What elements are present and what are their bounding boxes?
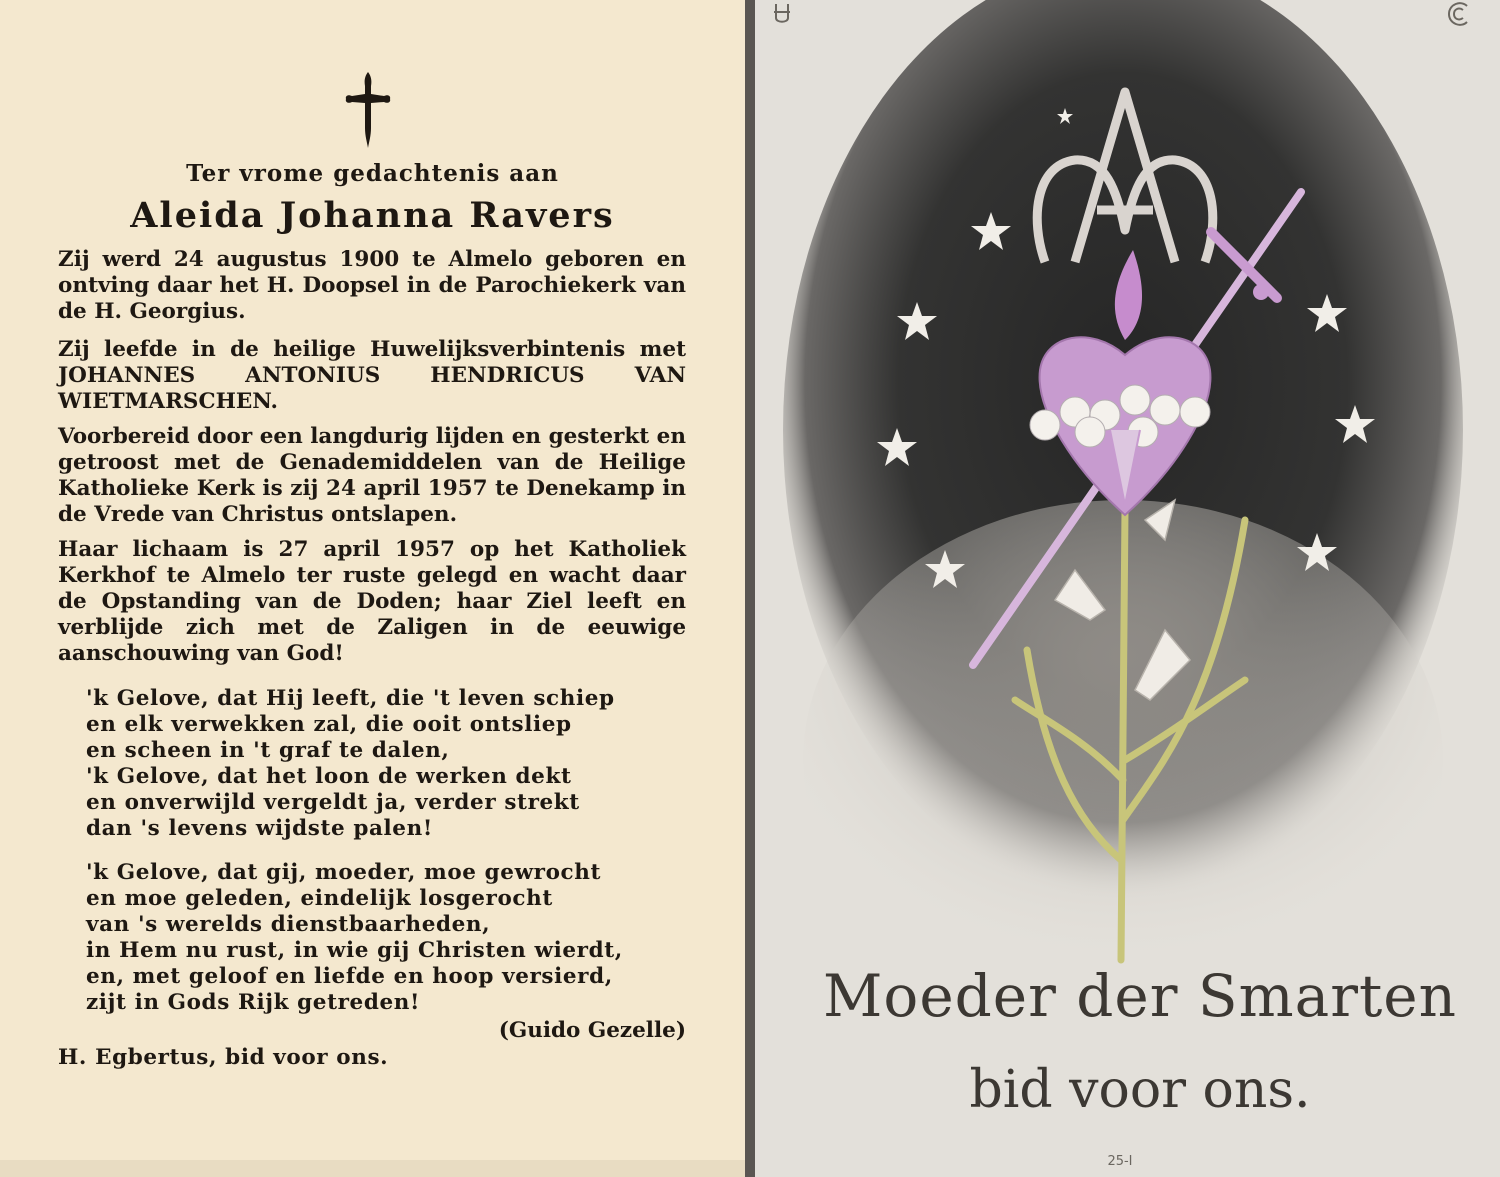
poem-line: zijt in Gods Rijk getreden! [86, 990, 421, 1015]
printer-mark-icon [770, 0, 794, 26]
caption-line-1: Moeder der Smarten [823, 962, 1457, 1030]
intro-line: Ter vrome gedachtenis aan [186, 160, 559, 187]
poem-line: in Hem nu rust, in wie gij Christen wierdt, [86, 938, 623, 963]
memorial-text-panel [0, 0, 745, 1160]
poem-line: en, met geloof en liefde en hoop versierd, [86, 964, 613, 989]
poem-line: en moe geleden, eindelijk losgerocht [86, 886, 553, 911]
paragraph-death: Voorbereid door een langdurig lijden en gesterkt en getroost met de Genademiddelen van de Heilige Katholieke Kerk is zij 24 april 1957 te Denekamp in de Vrede van Christus ontslapen. [58, 424, 686, 527]
poem-line: van 's werelds dienstbaarheden, [86, 912, 491, 937]
poem-line: en onverwijld vergeldt ja, verder strekt [86, 790, 580, 815]
closing-prayer: H. Egbertus, bid voor ons. [58, 1045, 389, 1070]
poem-line: 'k Gelove, dat gij, moeder, moe gewrocht [86, 860, 601, 885]
paragraph-burial: Haar lichaam is 27 april 1957 op het Katholiek Kerkhof te Almelo ter ruste gelegd en wacht daar de Opstanding van de Doden; haar Ziel leeft en verblijde zich met de Zaligen in de eeuwige aanschouwing van God! [58, 537, 686, 666]
paragraph-marriage: Zij leefde in de heilige Huwelijksverbintenis met JOHANNES ANTONIUS HENDRICUS VAN WIETMARSCHEN. [58, 337, 686, 414]
caption-line-2: bid voor ons. [969, 1060, 1311, 1120]
copyright-mark-icon [1445, 0, 1473, 28]
cross-icon [344, 70, 392, 150]
print-number: 25-I [1107, 1154, 1133, 1169]
deceased-name: Aleida Johanna Ravers [130, 195, 615, 236]
poem-line: en scheen in 't graf te dalen, [86, 738, 450, 763]
poem-line: dan 's levens wijdste palen! [86, 816, 433, 841]
poem-stanza-1 [86, 686, 686, 842]
poem-author: (Guido Gezelle) [498, 1018, 686, 1043]
poem-stanza-2 [86, 860, 686, 1016]
paragraph-birth: Zij werd 24 augustus 1900 te Almelo geboren en ontving daar het H. Doopsel in de Parochiekerk van de H. Georgius. [58, 247, 686, 324]
poem-line: en elk verwekken zal, die ooit ontsliep [86, 712, 572, 737]
poem-line: 'k Gelove, dat het loon de werken dekt [86, 764, 572, 789]
poem-line: 'k Gelove, dat Hij leeft, die 't leven schiep [86, 686, 615, 711]
bottom-strip [0, 1160, 745, 1177]
fold-edge [745, 0, 755, 1177]
